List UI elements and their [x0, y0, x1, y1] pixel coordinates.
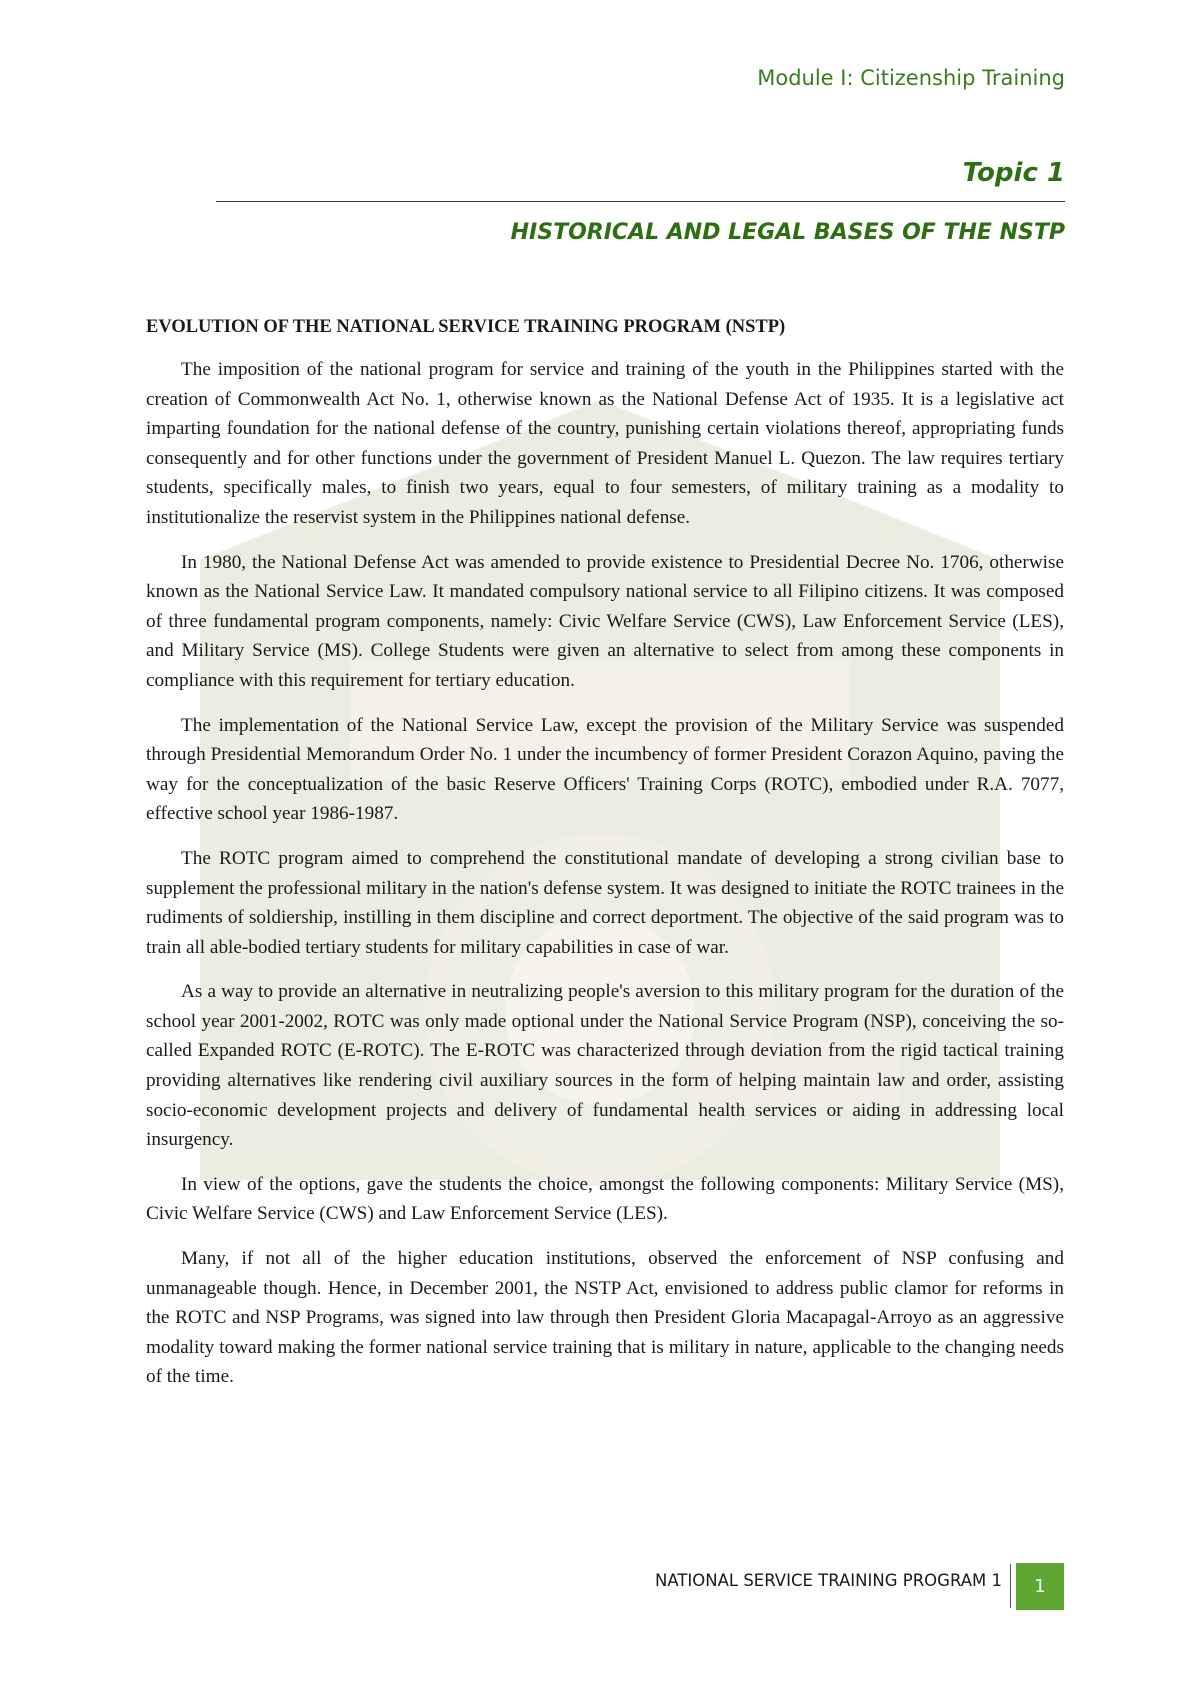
topic-heading: HISTORICAL AND LEGAL BASES OF THE NSTP: [510, 220, 1065, 245]
paragraph-3: The implementation of the National Service Law, except the provision of the Military Service was suspended through Presidential Memorandum Order No. 1 under the incumbency of former President Corazon Aquino, paving the way for the conceptualization of the basic Reserve Officers' Training Corps (ROTC), embodied under R.A. 7077, effective school year 1986-1987.: [146, 714, 1064, 825]
page-number-badge: 1: [1016, 1563, 1064, 1610]
section-heading: EVOLUTION OF THE NATIONAL SERVICE TRAINING PROGRAM (NSTP): [146, 317, 786, 337]
paragraph-6: In view of the options, gave the students the choice, amongst the following components: Military Service (MS), Civic Welfare Service (CWS) and Law Enforcement Service (LES).: [146, 1173, 1064, 1225]
paragraph-5: As a way to provide an alternative in neutralizing people's aversion to this military program for the duration of the school year 2001-2002, ROTC was only made optional under the National Service Program (NSP), conceiving the so-called Expanded ROTC (E-ROTC). The E-ROTC was characterized through deviation from the rigid tactical training providing alternatives like rendering civil auxiliary sources in the form of helping maintain law and order, assisting socio-economic development projects and delivery of fundamental health services or aiding in addressing local insurgency.: [146, 981, 1064, 1151]
paragraph-4: The ROTC program aimed to comprehend the constitutional mandate of developing a strong civilian base to supplement the professional military in the nation's defense system. It was designed to initiate the ROTC trainees in the rudiments of soldiership, instilling in them discipline and correct deportment. The objective of the said program was to train all able-bodied tertiary students for military capabilities in case of war.: [146, 847, 1064, 958]
paragraph-2: In 1980, the National Defense Act was amended to provide existence to Presidential Decree No. 1706, otherwise known as the National Service Law. It mandated compulsory national service to all Filipino citizens. It was composed of three fundamental program components, namely: Civic Welfare Service (CWS), Law Enforcement Service (LES), and Military Service (MS). College Students were given an alternative to select from among these components in compliance with this requirement for tertiary education.: [146, 551, 1064, 691]
paragraph-1: The imposition of the national program for service and training of the youth in the Philippines started with the creation of Commonwealth Act No. 1, otherwise known as the National Defense Act of 1935. It is a legislative act imparting foundation for the national defense of the country, punishing certain violations thereof, appropriating funds consequently and for other functions under the government of President Manuel L. Quezon. The law requires tertiary students, specifically males, to finish two years, equal to four semesters, of military training as a modality to institutionalize the reservist system in the Philippines national defense.: [146, 359, 1064, 528]
paragraph-7: Many, if not all of the higher education institutions, observed the enforcement of NSP confusing and unmanageable though. Hence, in December 2001, the NSTP Act, envisioned to address public clamor for reforms in the ROTC and NSP Programs, was signed into law through then President Gloria Macapagal-Arroyo as an aggressive modality toward making the former national service training that is military in nature, applicable to the changing needs of the time.: [146, 1248, 1064, 1388]
body-content: [146, 317, 1064, 1407]
footer-program-name: NATIONAL SERVICE TRAINING PROGRAM 1: [654, 1571, 1002, 1590]
topic-number: Topic 1: [962, 158, 1065, 188]
module-title: Module I: Citizenship Training: [757, 66, 1065, 90]
topic-divider: [216, 201, 1065, 202]
footer-divider: [1010, 1564, 1011, 1608]
